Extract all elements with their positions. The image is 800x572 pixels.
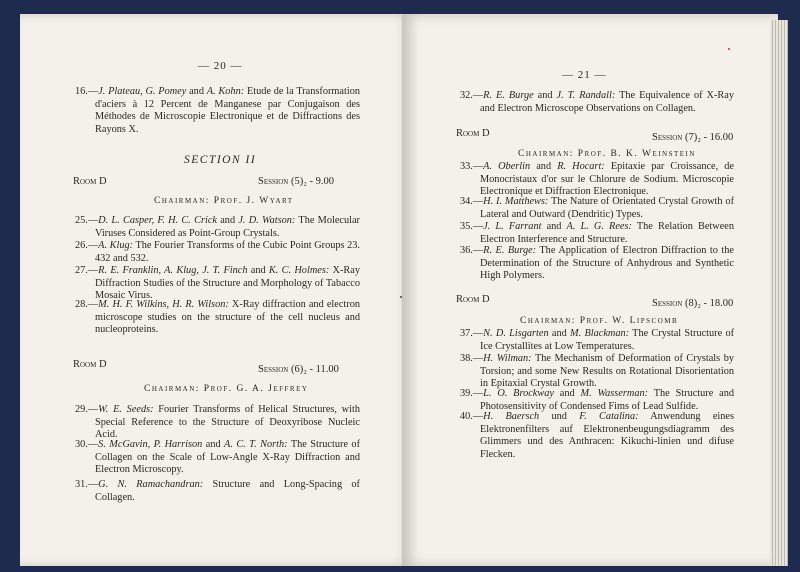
entry-authors: A. Oberlin (483, 161, 531, 172)
entry-number: 38.— (460, 353, 484, 364)
entry-conjunction: and (216, 215, 239, 226)
entry-conjunction: and (553, 388, 581, 399)
entry-title: The Nature of Orientated Crystal Growth of Lateral and Outward (Dendritic) Types. (480, 196, 735, 220)
chairman-label: Chairman: Prof. W. Lipscomb (520, 316, 679, 326)
entry-authors: G. N. Ramachandran: (98, 479, 204, 490)
entry-title: Epitaxie par Croissance, de Monocristaux d'or sur le Chlorure de Sodium. Microscopie Electronique et Diffraction Electronique. (480, 161, 734, 198)
left-page (20, 14, 410, 566)
abstract-entry (460, 388, 735, 413)
entry-conjunction: and (186, 86, 207, 97)
entry-authors: M. Wasserman: (580, 388, 649, 399)
entry-authors: D. L. Casper, F. H. C. Crick (98, 215, 217, 226)
entry-title: Fourier Transforms of Helical Structures, with Special Reference to the Structure of Deoxyribose Nucleic Acid. (95, 404, 360, 441)
entry-number: 39.— (460, 388, 484, 399)
entry-authors: R. E. Franklin, A. Klug, J. T. Finch (98, 265, 248, 276)
entry-title: Structure and Long-Spacing of Collagen. (95, 479, 360, 503)
room-label: Room D (73, 359, 107, 370)
entry-authors: L. O. Brockway (483, 388, 554, 399)
entry-number: 16.— (75, 86, 99, 97)
room-label: Room D (456, 294, 490, 305)
entry-authors: M. H. F. Wilkins, H. R. Wilson: (98, 299, 229, 310)
entry-authors: R. E. Burge (483, 90, 534, 101)
entry-authors: M. Blackman: (570, 328, 630, 339)
entry-authors: A. Kohn: (206, 86, 245, 97)
entry-title: The Equivalence of X-Ray and Electron Microscope Observations on Collagen. (480, 90, 734, 114)
entry-number: 33.— (460, 161, 484, 172)
entry-list-block2 (20, 14, 410, 566)
session-label: Session (7)₂ - 16.00 (652, 132, 734, 143)
entry-title: The Structure and Photosensitivity of Condensed Fims of Lead Sulfide. (480, 388, 735, 412)
entry-list-block2 (402, 14, 778, 566)
entry-title: The Application of Electron Diffraction to the Determination of the Structure of Anhydrous and Synthetic High Polymers. (480, 245, 734, 282)
entry-authors: H. Baersch (483, 411, 540, 422)
entry-authors: R. Hocart: (557, 161, 605, 172)
entry-authors: A. L. G. Rees: (566, 221, 632, 232)
chairman-label: Chairman: Prof. J. Wyart (154, 196, 294, 206)
entry-number: 32.— (460, 90, 484, 101)
entry-authors: H. Wilman: (483, 353, 532, 364)
entry-authors: N. D. Lisgarten (483, 328, 549, 339)
entry-title: The Crystal Structure of Ice Crystallites at Low Temperatures. (480, 328, 735, 352)
entry-number: 37.— (460, 328, 484, 339)
abstract-entry (75, 404, 360, 442)
entry-number: 40.— (460, 411, 484, 422)
entry-authors: R. E. Burge: (483, 245, 537, 256)
room-label: Room D (73, 176, 107, 187)
entry-title: The Structure of Collagen on the Scale of Low-Angle X-Ray Diffraction and Electron Microscopy. (95, 439, 361, 476)
entry-conjunction: and (247, 265, 269, 276)
entry-number: 28.— (75, 299, 99, 310)
entry-title: The Molecular Viruses Considered as Point-Group Crystals. (95, 215, 360, 239)
session-label: Session (5)₂ - 9.00 (258, 176, 334, 187)
entry-number: 27.— (75, 265, 99, 276)
room-label: Room D (456, 128, 490, 139)
entry-authors: J. Plateau, G. Pomey (98, 86, 187, 97)
page-number: — 20 — (198, 60, 243, 72)
abstract-entry (460, 411, 735, 461)
entry-conjunction: and (202, 439, 225, 450)
entry-title: X-Ray diffraction and electron microscope studies on the structure of the cell nucleus and nucleoproteins. (95, 299, 361, 336)
entry-title: Etude de la Transformation d'aciers à 12 Percent de Manganese par Conjugaison des Méthodes de Microscopie Electronique et de Diffractions des Rayons X. (95, 86, 360, 135)
abstract-entry (75, 479, 360, 504)
entry-title: The Mechanism of Deformation of Crystals by Torsion; and some New Results on Rotational Disorientation in Epitaxial Crystal Growth. (480, 353, 734, 390)
entry-number: 36.— (460, 245, 484, 256)
page-number: — 21 — (562, 69, 607, 81)
session-label: Session (8)₂ - 18.00 (652, 298, 734, 309)
chairman-label: Chairman: Prof. G. A. Jeffrey (144, 384, 309, 394)
session-label: Session (6)₂ - 11.00 (258, 364, 339, 375)
entry-authors: S. McGavin, P. Harrison (98, 439, 203, 450)
entry-authors: W. E. Seeds: (98, 404, 154, 415)
entry-authors: H. I. Matthews: (483, 196, 549, 207)
entry-number: 34.— (460, 196, 484, 207)
entry-conjunction: and (541, 221, 567, 232)
entry-authors: J. L. Farrant (483, 221, 542, 232)
abstract-entry (460, 353, 734, 391)
entry-conjunction: und (539, 411, 580, 422)
entry-authors: K. C. Holmes: (268, 265, 330, 276)
entry-title: X-Ray Diffraction Studies of the Structure and Morphology of Tabacco Mosaic Virus. (95, 265, 361, 302)
abstract-entry (75, 439, 361, 477)
entry-authors: J. T. Randall: (556, 90, 616, 101)
entry-title: Anwendung eines Elektronenfilters auf Elektronenbeugungsdiagramm des Glimmers und des Anthracen: Kikuchi-linien und difuse Flecken. (480, 411, 735, 460)
entry-title: The Relation Between Electron Interference and Structure. (480, 221, 734, 245)
speck (728, 48, 730, 50)
entry-number: 31.— (75, 479, 99, 490)
entry-number: 30.— (75, 439, 99, 450)
entry-number: 29.— (75, 404, 99, 415)
entry-number: 35.— (460, 221, 484, 232)
right-page (402, 14, 778, 566)
entry-number: 26.— (75, 240, 99, 251)
abstract-entry (460, 328, 735, 353)
section-title: SECTION II (184, 154, 257, 166)
entry-number: 25.— (75, 215, 99, 226)
entry-conjunction: and (548, 328, 571, 339)
entry-authors: J. D. Watson: (238, 215, 296, 226)
entry-conjunction: and (530, 161, 558, 172)
entry-conjunction: and (533, 90, 557, 101)
speck (400, 296, 402, 298)
entry-authors: A. C. T. North: (224, 439, 288, 450)
entry-authors: A. Klug: (98, 240, 134, 251)
entry-title: The Fourier Transforms of the Cubic Point Groups 23. 432 and 532. (95, 240, 360, 264)
entry-authors: F. Catalina: (579, 411, 639, 422)
chairman-label: Chairman: Prof. B. K. Weinstein (518, 149, 696, 159)
page-edges (770, 20, 788, 566)
